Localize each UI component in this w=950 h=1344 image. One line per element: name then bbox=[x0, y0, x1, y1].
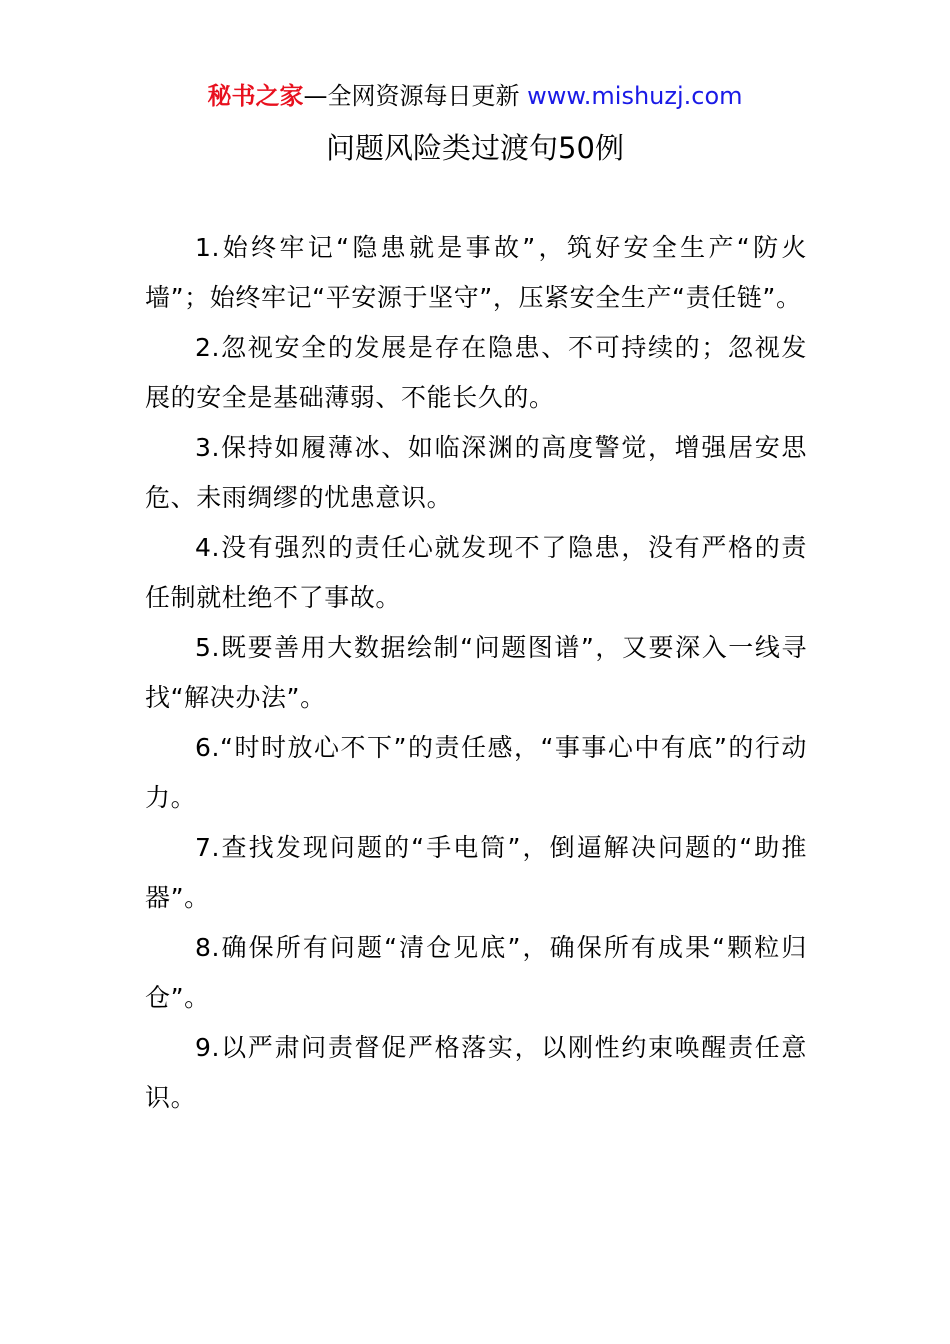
site-tagline: —全网资源每日更新 bbox=[303, 82, 520, 110]
list-item: 8.确保所有问题“清仓见底”，确保所有成果“颗粒归仓”。 bbox=[145, 933, 807, 1012]
site-brand: 秘书之家 bbox=[207, 82, 304, 110]
list-item: 3.保持如履薄冰、如临深渊的高度警觉，增强居安思危、未雨绸缪的忧患意识。 bbox=[145, 433, 807, 512]
document-title: 问题风险类过渡句50例 bbox=[326, 131, 624, 165]
site-url-link[interactable]: www.mishuzj.com bbox=[527, 82, 743, 110]
list-item: 7.查找发现问题的“手电筒”，倒逼解决问题的“助推器”。 bbox=[145, 833, 807, 912]
list-item: 5.既要善用大数据绘制“问题图谱”，又要深入一线寻找“解决办法”。 bbox=[145, 633, 807, 712]
list-item: 6.“时时放心不下”的责任感，“事事心中有底”的行动力。 bbox=[145, 733, 807, 812]
list-item: 9.以严肃问责督促严格落实，以刚性约束唤醒责任意识。 bbox=[145, 1033, 807, 1112]
list-item: 2.忽视安全的发展是存在隐患、不可持续的；忽视发展的安全是基础薄弱、不能长久的。 bbox=[145, 333, 807, 412]
list-item: 4.没有强烈的责任心就发现不了隐患，没有严格的责任制就杜绝不了事故。 bbox=[145, 533, 807, 612]
document-body bbox=[145, 223, 807, 1123]
site-header bbox=[0, 80, 950, 112]
list-item: 1.始终牢记“隐患就是事故”，筑好安全生产“防火墙”；始终牢记“平安源于坚守”，压紧安全生产“责任链”。 bbox=[145, 233, 807, 312]
